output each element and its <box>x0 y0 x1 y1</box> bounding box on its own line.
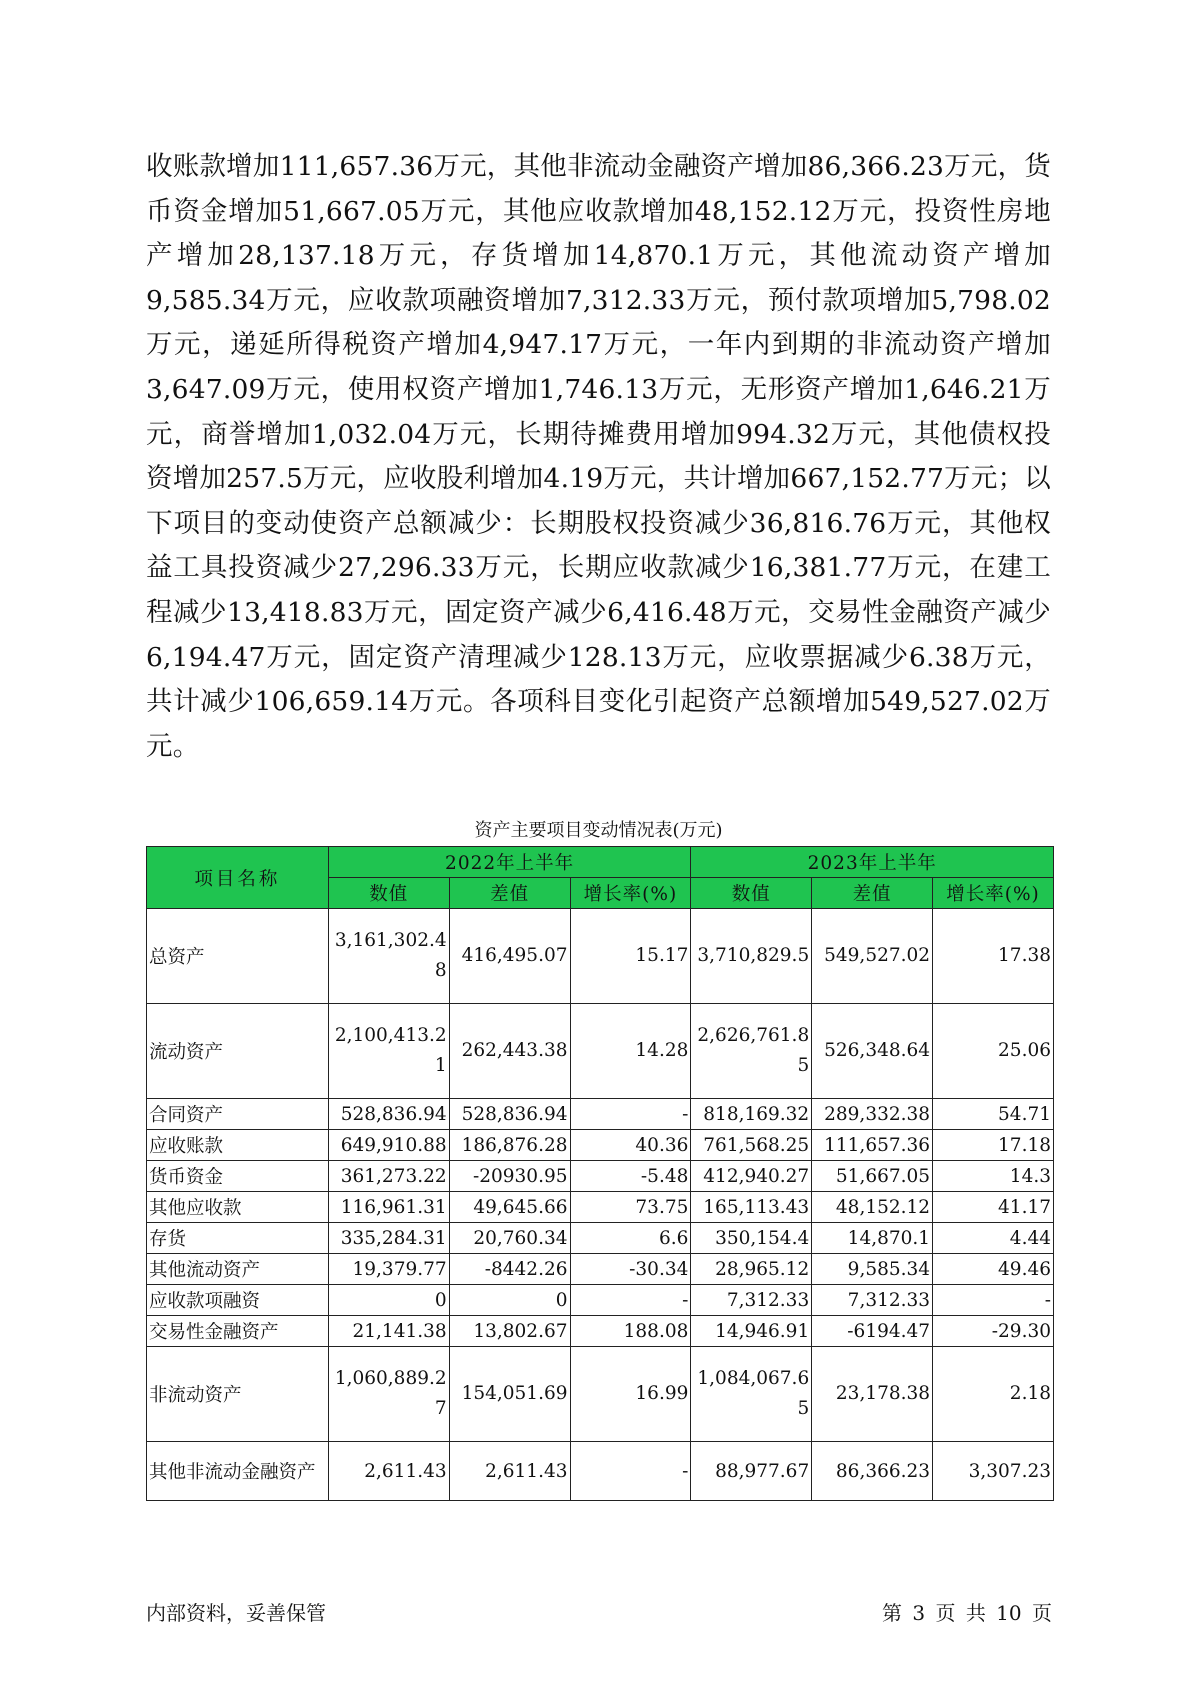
cell-v22: 3,161,302.48 <box>328 909 449 1004</box>
cell-v23: 88,977.67 <box>691 1442 812 1501</box>
cell-d22: -20930.95 <box>449 1161 570 1192</box>
footer-page-number: 第 3 页 共 10 页 <box>882 1601 1052 1625</box>
cell-g22: - <box>570 1099 691 1130</box>
cell-v22: 0 <box>328 1285 449 1316</box>
cell-d22: 0 <box>449 1285 570 1316</box>
cell-g23: 14.3 <box>933 1161 1054 1192</box>
cell-d22: 262,443.38 <box>449 1004 570 1099</box>
cell-g23: 3,307.23 <box>933 1442 1054 1501</box>
cell-g23: 17.18 <box>933 1130 1054 1161</box>
row-item-name: 流动资产 <box>147 1004 329 1099</box>
cell-d23: 51,667.05 <box>812 1161 933 1192</box>
body-paragraph: 收账款增加111,657.36万元，其他非流动金融资产增加86,366.23万元，货币资金增加51,667.05万元，其他应收款增加48,152.12万元，投资性房地产增加28,137.18万元，存货增加14,870.1万元，其他流动资产增加9,585.34万元，应收款项融资增加7,312.33万元，预付款项增加5,798.02万元，递延所得税资产增加4,947.17万元，一年内到期的非流动资产增加3,647.09万元，使用权资产增加1,746.13万元，无形资产增加1,646.21万元，商誉增加1,032.04万元，长期待摊费用增加994.32万元，其他债权投资增加257.5万元，应收股利增加4.19万元，共计增加667,152.77万元；以下项目的变动使资产总额减少：长期股权投资减少36,816.76万元，其他权益工具投资减少27,296.33万元，长期应收款减少16,381.77万元，在建工程减少13,418.83万元，固定资产减少6,416.48万元，交易性金融资产减少6,194.47万元，固定资产清理减少128.13万元，应收票据减少6.38万元，共计减少106,659.14万元。各项科目变化引起资产总额增加549,527.02万元。 <box>146 151 1051 762</box>
cell-v23: 1,084,067.65 <box>691 1347 812 1442</box>
cell-v22: 361,273.22 <box>328 1161 449 1192</box>
cell-v23: 165,113.43 <box>691 1192 812 1223</box>
cell-v22: 19,379.77 <box>328 1254 449 1285</box>
cell-g22: 16.99 <box>570 1347 691 1442</box>
cell-v23: 350,154.4 <box>691 1223 812 1254</box>
cell-d23: 14,870.1 <box>812 1223 933 1254</box>
cell-g23: 25.06 <box>933 1004 1054 1099</box>
table-row <box>147 1161 1054 1192</box>
cell-v23: 7,312.33 <box>691 1285 812 1316</box>
table-row <box>147 1442 1054 1501</box>
cell-d22: 528,836.94 <box>449 1099 570 1130</box>
table-row <box>147 1254 1054 1285</box>
cell-d23: 526,348.64 <box>812 1004 933 1099</box>
header-period-2023: 2023年上半年 <box>691 847 1054 878</box>
header-growth-2023: 增长率(%) <box>933 878 1054 909</box>
header-value-2022: 数值 <box>328 878 449 909</box>
cell-d23: 549,527.02 <box>812 909 933 1004</box>
cell-d22: 49,645.66 <box>449 1192 570 1223</box>
cell-v22: 335,284.31 <box>328 1223 449 1254</box>
footer-confidential-note: 内部资料，妥善保管 <box>146 1601 326 1625</box>
header-period-2022: 2022年上半年 <box>328 847 691 878</box>
row-item-name: 其他应收款 <box>147 1192 329 1223</box>
table-row <box>147 909 1054 1004</box>
header-diff-2023: 差值 <box>812 878 933 909</box>
cell-d23: 23,178.38 <box>812 1347 933 1442</box>
assets-change-table <box>146 846 1054 1501</box>
cell-v23: 412,940.27 <box>691 1161 812 1192</box>
cell-d22: 13,802.67 <box>449 1316 570 1347</box>
cell-g23: 49.46 <box>933 1254 1054 1285</box>
table-row <box>147 1316 1054 1347</box>
cell-g22: -5.48 <box>570 1161 691 1192</box>
cell-v22: 2,100,413.21 <box>328 1004 449 1099</box>
table-row <box>147 1347 1054 1442</box>
table-row <box>147 1285 1054 1316</box>
cell-d23: 289,332.38 <box>812 1099 933 1130</box>
row-item-name: 应收账款 <box>147 1130 329 1161</box>
table-caption: 资产主要项目变动情况表(万元) <box>474 820 723 841</box>
cell-g23: - <box>933 1285 1054 1316</box>
cell-d22: 154,051.69 <box>449 1347 570 1442</box>
table-row <box>147 1099 1054 1130</box>
cell-v23: 818,169.32 <box>691 1099 812 1130</box>
cell-v23: 3,710,829.5 <box>691 909 812 1004</box>
row-item-name: 其他非流动金融资产 <box>147 1442 329 1501</box>
cell-g22: - <box>570 1442 691 1501</box>
row-item-name: 总资产 <box>147 909 329 1004</box>
header-growth-2022: 增长率(%) <box>570 878 691 909</box>
cell-g22: 15.17 <box>570 909 691 1004</box>
header-item-name: 项目名称 <box>147 847 329 909</box>
cell-g22: 14.28 <box>570 1004 691 1099</box>
row-item-name: 其他流动资产 <box>147 1254 329 1285</box>
cell-g22: 188.08 <box>570 1316 691 1347</box>
table-row <box>147 1223 1054 1254</box>
cell-d23: 111,657.36 <box>812 1130 933 1161</box>
cell-v23: 14,946.91 <box>691 1316 812 1347</box>
header-diff-2022: 差值 <box>449 878 570 909</box>
row-item-name: 存货 <box>147 1223 329 1254</box>
cell-d23: 7,312.33 <box>812 1285 933 1316</box>
cell-g22: 6.6 <box>570 1223 691 1254</box>
header-value-2023: 数值 <box>691 878 812 909</box>
cell-g22: -30.34 <box>570 1254 691 1285</box>
cell-v22: 116,961.31 <box>328 1192 449 1223</box>
cell-d23: 48,152.12 <box>812 1192 933 1223</box>
cell-d22: 2,611.43 <box>449 1442 570 1501</box>
cell-d23: 86,366.23 <box>812 1442 933 1501</box>
cell-d23: 9,585.34 <box>812 1254 933 1285</box>
cell-g23: 2.18 <box>933 1347 1054 1442</box>
cell-v22: 649,910.88 <box>328 1130 449 1161</box>
table-row <box>147 1004 1054 1099</box>
cell-v22: 21,141.38 <box>328 1316 449 1347</box>
row-item-name: 应收款项融资 <box>147 1285 329 1316</box>
cell-g23: 41.17 <box>933 1192 1054 1223</box>
cell-v23: 28,965.12 <box>691 1254 812 1285</box>
cell-g22: - <box>570 1285 691 1316</box>
cell-g23: -29.30 <box>933 1316 1054 1347</box>
row-item-name: 合同资产 <box>147 1099 329 1130</box>
cell-g23: 54.71 <box>933 1099 1054 1130</box>
cell-d22: 416,495.07 <box>449 909 570 1004</box>
cell-d23: -6194.47 <box>812 1316 933 1347</box>
row-item-name: 非流动资产 <box>147 1347 329 1442</box>
cell-g23: 4.44 <box>933 1223 1054 1254</box>
row-item-name: 交易性金融资产 <box>147 1316 329 1347</box>
table-row <box>147 1130 1054 1161</box>
cell-v22: 2,611.43 <box>328 1442 449 1501</box>
cell-d22: 20,760.34 <box>449 1223 570 1254</box>
cell-g22: 73.75 <box>570 1192 691 1223</box>
row-item-name: 货币资金 <box>147 1161 329 1192</box>
cell-g23: 17.38 <box>933 909 1054 1004</box>
table-row <box>147 1192 1054 1223</box>
cell-d22: -8442.26 <box>449 1254 570 1285</box>
cell-v22: 1,060,889.27 <box>328 1347 449 1442</box>
cell-v23: 2,626,761.85 <box>691 1004 812 1099</box>
cell-v23: 761,568.25 <box>691 1130 812 1161</box>
cell-v22: 528,836.94 <box>328 1099 449 1130</box>
cell-g22: 40.36 <box>570 1130 691 1161</box>
cell-d22: 186,876.28 <box>449 1130 570 1161</box>
